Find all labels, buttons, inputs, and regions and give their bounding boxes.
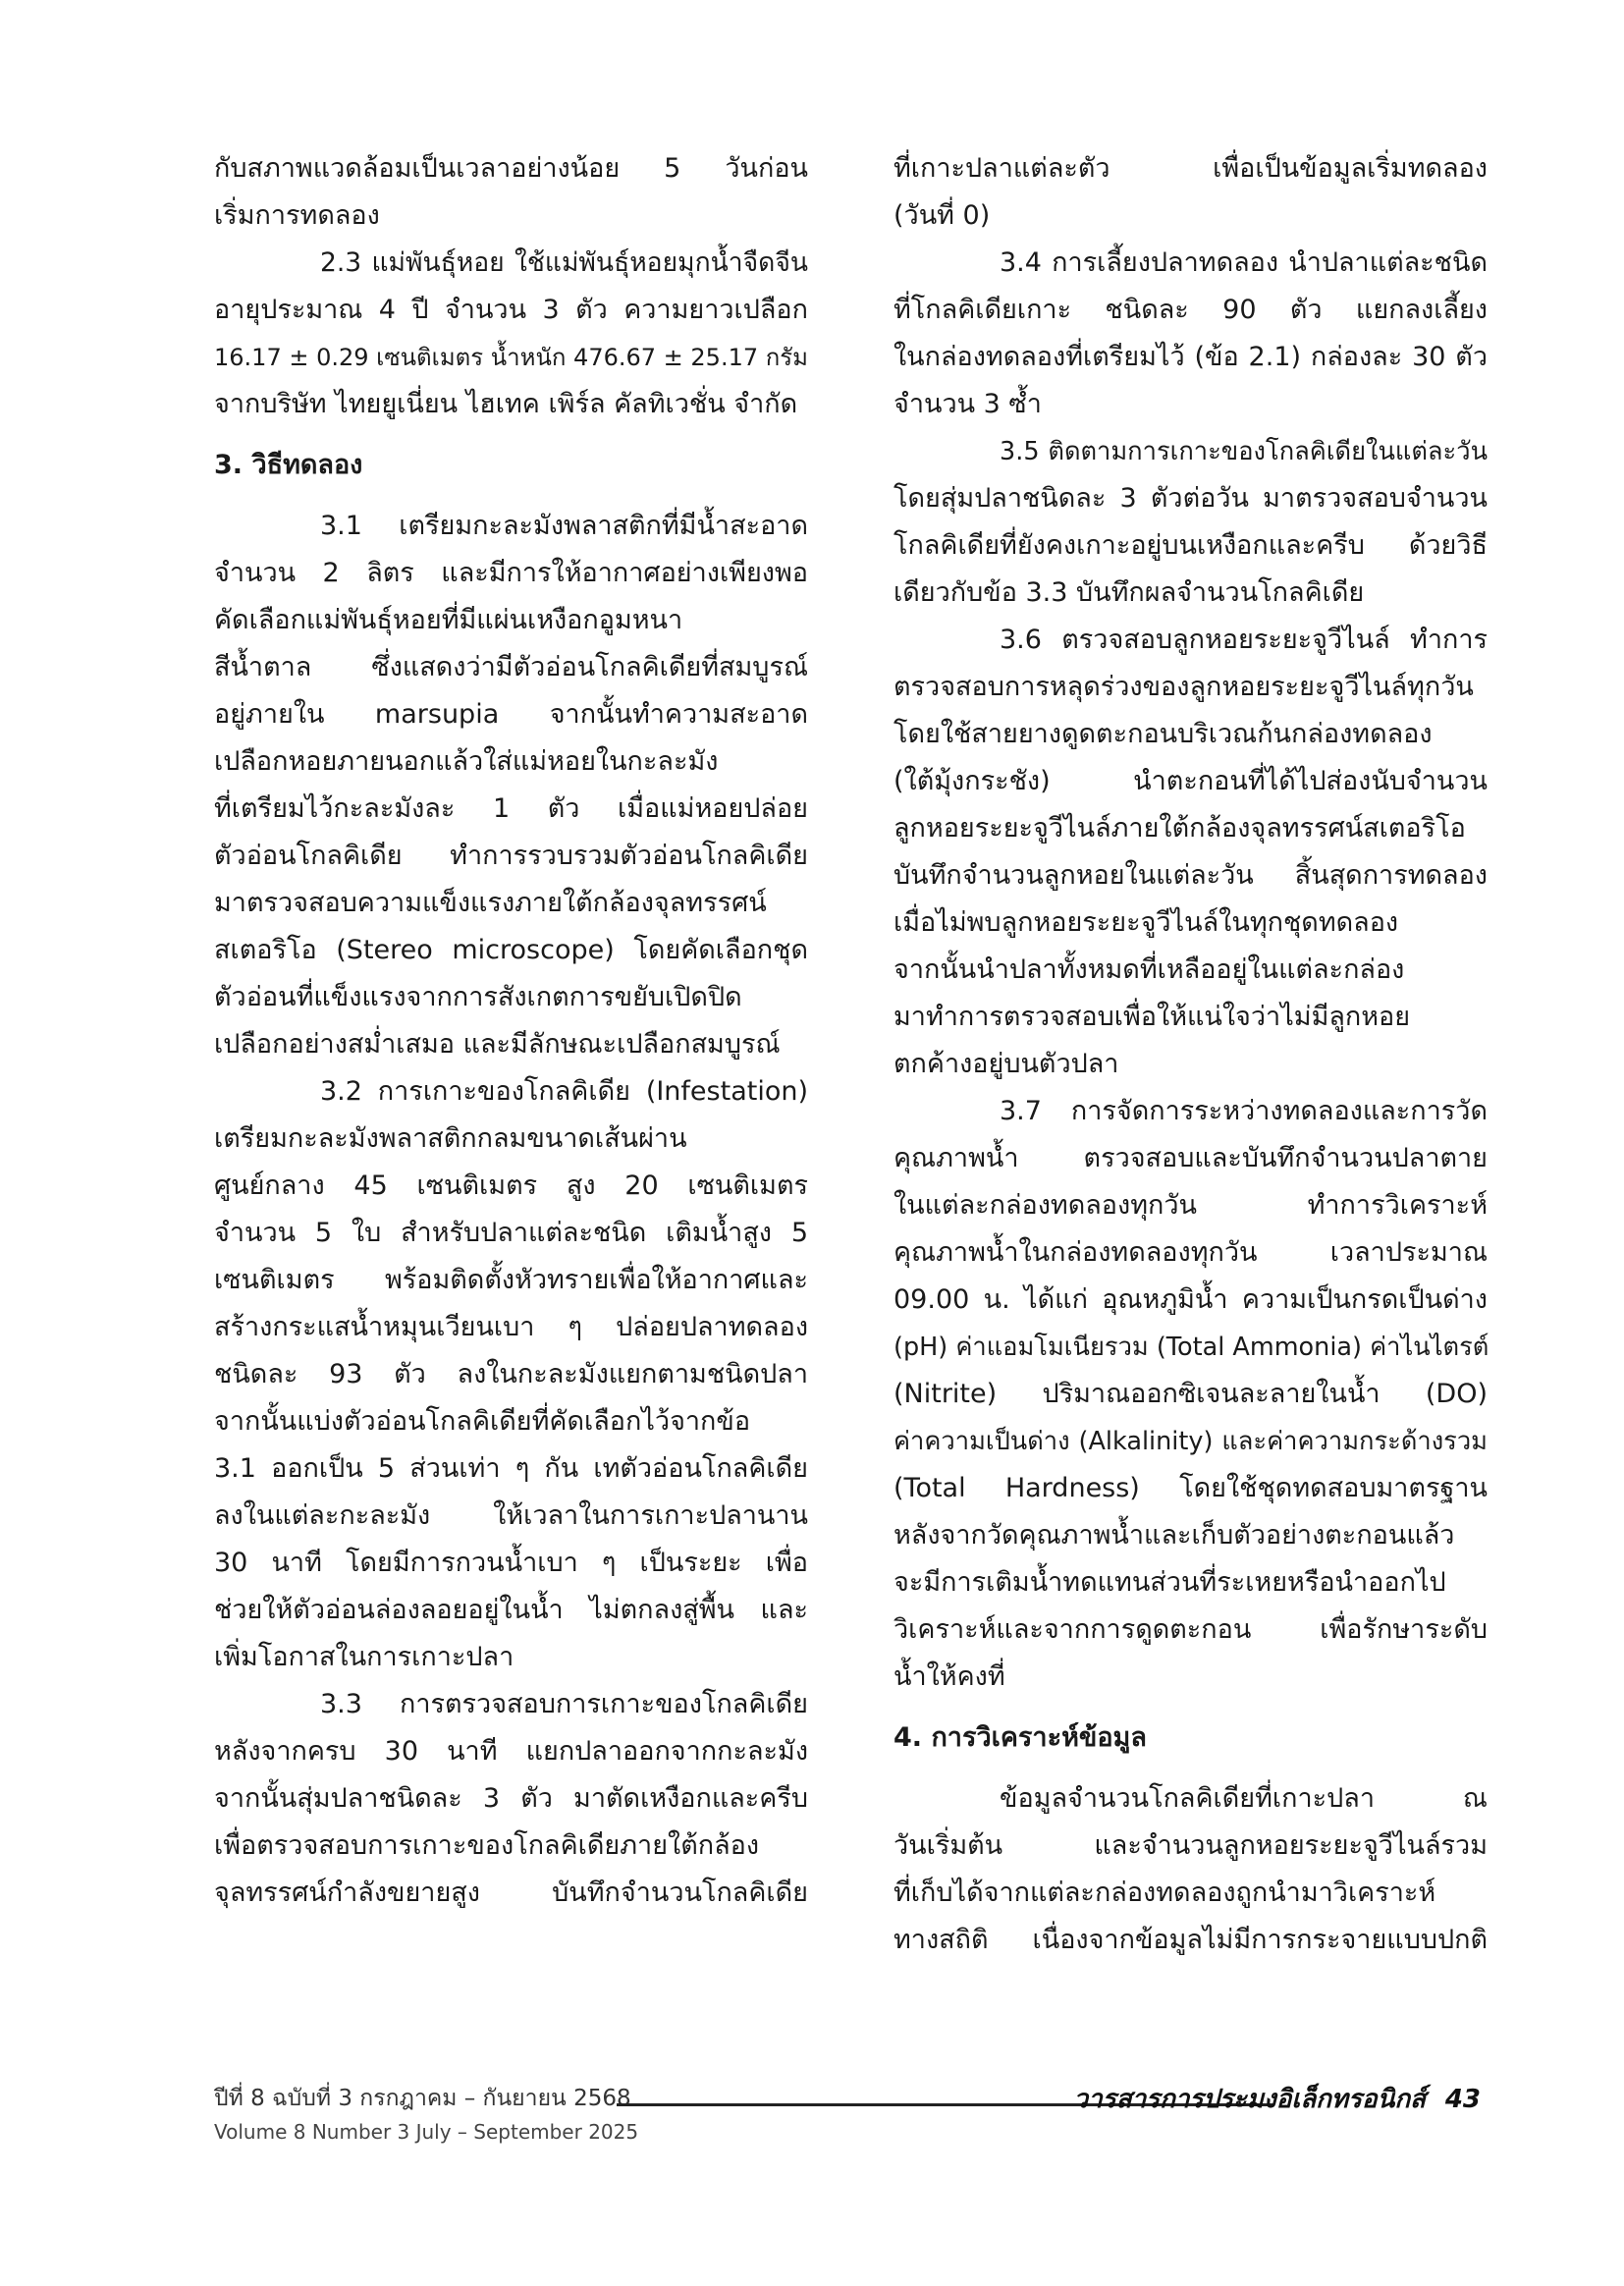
text-line: 3.1 ออกเป็น 5 ส่วนเท่า ๆ กัน เทตัวอ่อนโกลคิเดีย xyxy=(214,1453,808,1484)
text-line: จำนวน 3 ซ้ำ xyxy=(893,389,1042,419)
text-line: ตรวจสอบการหลุดร่วงของลูกหอยระยะจูวีไนล์ทุกวัน xyxy=(893,672,1474,702)
text-line: เซนติเมตร พร้อมติดตั้งหัวทรายเพื่อให้อากาศและ xyxy=(214,1265,808,1295)
text-line: 16.17 ± 0.29 เซนติเมตร น้ำหนัก 476.67 ± 25.17 กรัม xyxy=(214,344,808,371)
text-line: 3.3 การตรวจสอบการเกาะของโกลคิเดีย xyxy=(320,1689,808,1719)
text-line: เปลือกหอยภายนอกแล้วใส่แม่หอยในกะละมัง xyxy=(214,746,719,777)
text-line: บันทึกจำนวนลูกหอยในแต่ละวัน สิ้นสุดการทดลอง xyxy=(893,860,1488,891)
text-line: เริ่มการทดลอง xyxy=(214,200,380,231)
text-line: สีน้ำตาล ซึ่งแสดงว่ามีตัวอ่อนโกลคิเดียที่สมบูรณ์ xyxy=(214,652,808,682)
text-line: มาทำการตรวจสอบเพื่อให้แน่ใจว่าไม่มีลูกหอย xyxy=(893,1002,1411,1032)
text-line: จะมีการเติมน้ำทดแทนส่วนที่ระเหยหรือนำออกไป xyxy=(893,1567,1446,1598)
text-line: สร้างกระแสน้ำหมุนเวียนเบา ๆ ปล่อยปลาทดลอง xyxy=(214,1312,808,1342)
paragraph-3-7 xyxy=(893,1088,1488,1701)
text-line: สเตอริโอ (Stereo microscope) โดยคัดเลือกชุด xyxy=(214,935,808,965)
text-line: จากบริษัท ไทยยูเนี่ยน ไฮเทค เพิร์ล คัลทิเวชั่น จำกัด xyxy=(214,389,798,419)
text-line: (วันที่ 0) xyxy=(893,200,991,231)
text-line: ในแต่ละกล่องทดลองทุกวัน ทำการวิเคราะห์ xyxy=(893,1190,1488,1221)
section-heading-3: 3. วิธีทดลอง xyxy=(214,450,363,480)
text-line: 2.3 แม่พันธุ์หอย ใช้แม่พันธุ์หอยมุกน้ำจืดจีน xyxy=(320,247,808,278)
text-line: จุลทรรศน์กำลังขยายสูง บันทึกจำนวนโกลคิเดีย xyxy=(214,1878,808,1908)
text-line: จากนั้นแบ่งตัวอ่อนโกลคิเดียที่คัดเลือกไว้จากข้อ xyxy=(214,1406,751,1437)
text-line: หลังจากครบ 30 นาที แยกปลาออกจากกะละมัง xyxy=(214,1736,808,1767)
text-line: 09.00 น. ได้แก่ อุณหภูมิน้ำ ความเป็นกรดเป็นด่าง xyxy=(893,1284,1488,1315)
text-line: หลังจากวัดคุณภาพน้ำและเก็บตัวอย่างตะกอนแล้ว xyxy=(893,1520,1455,1551)
text-line: 3.4 การเลี้ยงปลาทดลอง นำปลาแต่ละชนิด xyxy=(1000,247,1488,278)
text-line: 3.2 การเกาะของโกลคิเดีย (Infestation) xyxy=(320,1076,808,1107)
text-line: 3.7 การจัดการระหว่างทดลองและการวัด xyxy=(1000,1096,1488,1126)
paragraph-4 xyxy=(893,1775,1488,1964)
text-line: วิเคราะห์และจากการดูดตะกอน เพื่อรักษาระดับ xyxy=(893,1614,1488,1645)
text-line: 3.5 ติดตามการเกาะของโกลคิเดียในแต่ละวัน xyxy=(1000,437,1488,466)
paragraph-3-3 xyxy=(214,1681,808,1917)
paragraph-3-1 xyxy=(214,503,808,1068)
text-line: คุณภาพน้ำในกล่องทดลองทุกวัน เวลาประมาณ xyxy=(893,1237,1488,1268)
text-line: ตกค้างอยู่บนตัวปลา xyxy=(893,1049,1119,1079)
page-number: 43 xyxy=(1444,2085,1481,2114)
text-line: อยู่ภายใน marsupia จากนั้นทำความสะอาด xyxy=(214,699,808,730)
text-line: ตัวอ่อนโกลคิเดีย ทำการรวบรวมตัวอ่อนโกลคิเดีย xyxy=(214,841,808,871)
text-line: (Nitrite) ปริมาณออกซิเจนละลายในน้ำ (DO) xyxy=(893,1379,1488,1409)
text-line: เพื่อตรวจสอบการเกาะของโกลคิเดียภายใต้กล้อง xyxy=(214,1830,760,1861)
paragraph-3-2 xyxy=(214,1068,808,1681)
text-line: ค่าความเป็นด่าง (Alkalinity) และค่าความกระด้างรวม xyxy=(893,1427,1488,1456)
text-line: เตรียมกะละมังพลาสติกกลมขนาดเส้นผ่าน xyxy=(214,1123,687,1154)
text-line: ที่เกาะปลาแต่ละตัว เพื่อเป็นข้อมูลเริ่มทดลอง xyxy=(893,153,1488,184)
text-line: ตัวอ่อนที่แข็งแรงจากการสังเกตการขยับเปิดปิด xyxy=(214,982,742,1012)
text-line: คัดเลือกแม่พันธุ์หอยที่มีแผ่นเหงือกอูมหนา xyxy=(214,605,683,635)
text-line: (Total Hardness) โดยใช้ชุดทดสอบมาตรฐาน xyxy=(893,1473,1488,1503)
text-line: (pH) ค่าแอมโมเนียรวม (Total Ammonia) ค่าไนไตรต์ xyxy=(893,1333,1489,1362)
right-column xyxy=(893,145,1488,1964)
text-line: ข้อมูลจำนวนโกลคิเดียที่เกาะปลา ณ xyxy=(1000,1783,1488,1814)
text-line: ที่โกลคิเดียเกาะ ชนิดละ 90 ตัว แยกลงเลี้ยง xyxy=(893,295,1488,325)
text-line: เดียวกับข้อ 3.3 บันทึกผลจำนวนโกลคิเดีย xyxy=(893,577,1365,608)
paragraph-2-3 xyxy=(214,240,808,428)
text-line: จากนั้นสุ่มปลาชนิดละ 3 ตัว มาตัดเหงือกและครีบ xyxy=(214,1783,808,1814)
text-line: ศูนย์กลาง 45 เซนติเมตร สูง 20 เซนติเมตร xyxy=(214,1170,808,1201)
paragraph-3-4 xyxy=(893,240,1488,428)
text-line: จากนั้นนำปลาทั้งหมดที่เหลืออยู่ในแต่ละกล่อง xyxy=(893,954,1405,985)
text-line: โกลคิเดียที่ยังคงเกาะอยู่บนเหงือกและครีบ ด้วยวิธี xyxy=(893,530,1488,561)
text-line: อายุประมาณ 4 ปี จำนวน 3 ตัว ความยาวเปลือก xyxy=(214,295,808,325)
text-line: เพิ่มโอกาสในการเกาะปลา xyxy=(214,1642,514,1672)
text-line: คุณภาพน้ำ ตรวจสอบและบันทึกจำนวนปลาตาย xyxy=(893,1143,1488,1173)
text-line: โดยใช้สายยางดูดตะกอนบริเวณก้นกล่องทดลอง xyxy=(893,719,1433,749)
text-line: ทางสถิติ เนื่องจากข้อมูลไม่มีการกระจายแบบปกติ xyxy=(893,1925,1488,1955)
text-line: ลงในแต่ละกะละมัง ให้เวลาในการเกาะปลานาน xyxy=(214,1500,808,1531)
text-line: เปลือกอย่างสม่ำเสมอ และมีลักษณะเปลือกสมบูรณ์ xyxy=(214,1029,781,1060)
text-line: มาตรวจสอบความแข็งแรงภายใต้กล้องจุลทรรศน์ xyxy=(214,888,767,918)
text-line: ในกล่องทดลองที่เตรียมไว้ (ข้อ 2.1) กล่องละ 30 ตัว xyxy=(893,342,1488,372)
paragraph-3-6 xyxy=(893,617,1488,1088)
text-line: ช่วยให้ตัวอ่อนล่องลอยอยู่ในน้ำ ไม่ตกลงสู่พื้น และ xyxy=(214,1595,808,1625)
paragraph-3-3-continued xyxy=(893,145,1488,240)
text-line: 3.6 ตรวจสอบลูกหอยระยะจูวีไนล์ ทำการ xyxy=(1000,625,1488,655)
text-line: น้ำให้คงที่ xyxy=(893,1661,1005,1692)
text-line: 30 นาที โดยมีการกวนน้ำเบา ๆ เป็นระยะ เพื่อ xyxy=(214,1548,808,1578)
section-heading-4: 4. การวิเคราะห์ข้อมูล xyxy=(893,1722,1147,1753)
text-line: โดยสุ่มปลาชนิดละ 3 ตัวต่อวัน มาตรวจสอบจำนวน xyxy=(893,483,1488,514)
footer-issue-english: Volume 8 Number 3 July – September 2025 xyxy=(214,2120,639,2144)
text-line: จำนวน 5 ใบ สำหรับปลาแต่ละชนิด เติมน้ำสูง 5 xyxy=(214,1218,808,1248)
text-line: ชนิดละ 93 ตัว ลงในกะละมังแยกตามชนิดปลา xyxy=(214,1359,808,1389)
left-column xyxy=(214,145,808,1917)
text-line: 3.1 เตรียมกะละมังพลาสติกที่มีน้ำสะอาด xyxy=(320,511,808,541)
page-footer xyxy=(214,2084,1481,2152)
footer-journal-name: วารสารการประมงอิเล็กทรอนิกส์ xyxy=(1073,2085,1426,2114)
text-line: วันเริ่มต้น และจำนวนลูกหอยระยะจูวีไนล์รวม xyxy=(893,1830,1488,1861)
text-line: กับสภาพแวดล้อมเป็นเวลาอย่างน้อย 5 วันก่อน xyxy=(214,153,808,184)
text-line: (ใต้มุ้งกระชัง) นำตะกอนที่ได้ไปส่องนับจำนวน xyxy=(893,766,1488,796)
text-line: ที่เก็บได้จากแต่ละกล่องทดลองถูกนำมาวิเคราะห์ xyxy=(893,1878,1436,1908)
paragraph-3-5 xyxy=(893,428,1488,617)
text-line: ที่เตรียมไว้กะละมังละ 1 ตัว เมื่อแม่หอยปล่อย xyxy=(214,793,808,824)
text-line: จำนวน 2 ลิตร และมีการให้อากาศอย่างเพียงพอ xyxy=(214,558,808,588)
text-line: ลูกหอยระยะจูวีไนล์ภายใต้กล้องจุลทรรศน์สเตอริโอ xyxy=(893,813,1466,844)
text-line: เมื่อไม่พบลูกหอยระยะจูวีไนล์ในทุกชุดทดลอง xyxy=(893,907,1399,938)
paragraph-intro-continued xyxy=(214,145,808,240)
footer-issue-thai: ปีที่ 8 ฉบับที่ 3 กรกฎาคม – กันยายน 2568 xyxy=(214,2086,631,2111)
